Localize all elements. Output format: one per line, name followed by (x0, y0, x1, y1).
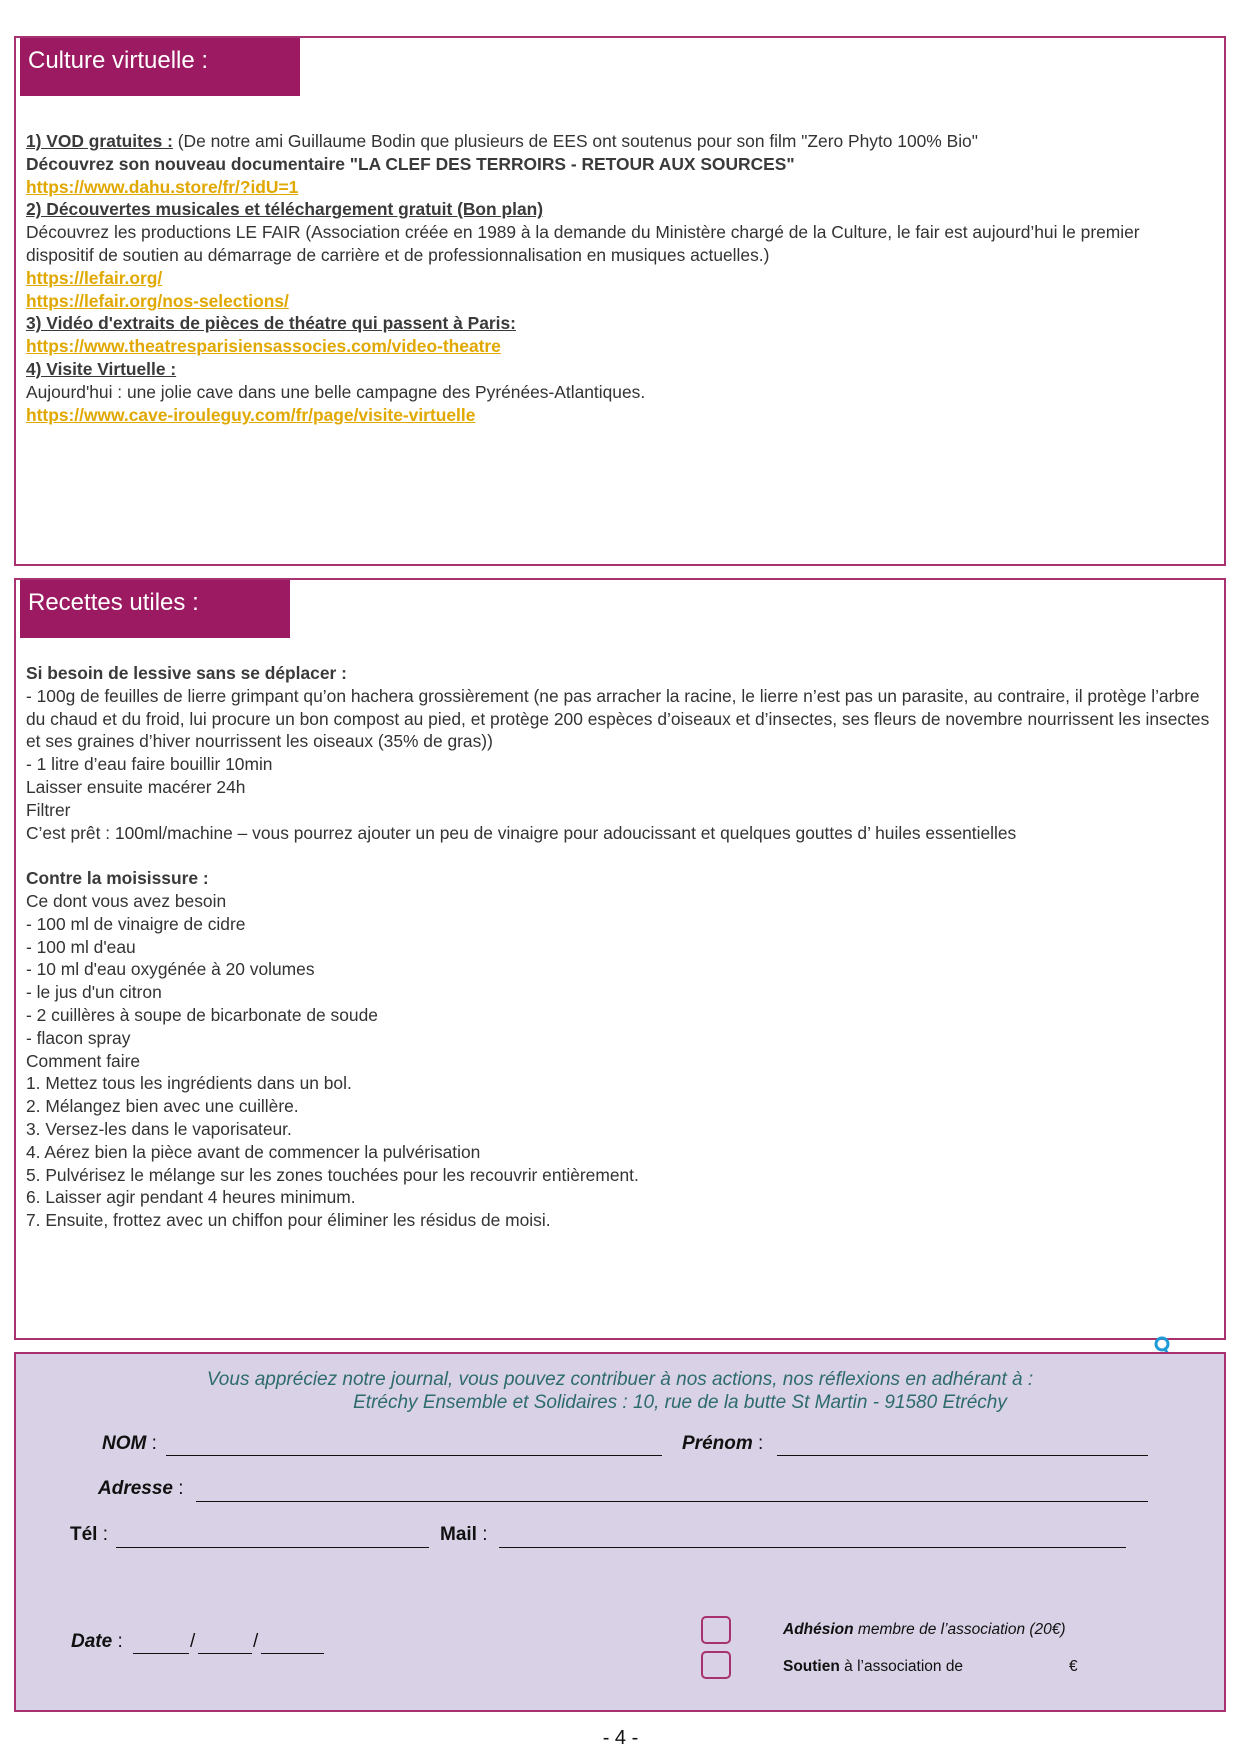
nom-label-wrap: NOM : (102, 1433, 157, 1454)
lessive-heading: Si besoin de lessive sans se déplacer : (26, 663, 347, 683)
tel-label-wrap: Tél : (70, 1524, 109, 1545)
adhesion-checkbox[interactable] (701, 1616, 731, 1644)
lessive-step-filtrer: Filtrer (26, 799, 71, 820)
moisi-line: - le jus d'un citron (26, 982, 162, 1003)
tel-label: Tél (70, 1524, 98, 1545)
music-heading: 2) Découvertes musicales et téléchargement gratuit (Bon plan) (26, 199, 544, 220)
moisi-line: Comment faire (26, 1050, 141, 1071)
prenom-label: Prénom (682, 1433, 753, 1454)
lessive-step-macerer: Laisser ensuite macérer 24h (26, 776, 246, 797)
vod-documentary: Découvrez son nouveau documentaire "LA CLEF DES TERROIRS - RETOUR AUX SOURCES" (26, 153, 795, 174)
date-label-wrap: Date : (71, 1631, 123, 1652)
vod-heading: 1) VOD gratuites : (26, 131, 173, 151)
membership-form (14, 1352, 1226, 1712)
music-text: Découvrez les productions LE FAIR (Association créée en 1989 à la demande du Ministère chargé de la Culture, le fair est aujourd’hui le premier dispositif de soutien au démarrage de carrière et de professionnalisation en musiques actuelles.) (26, 222, 1140, 265)
recettes-content (26, 662, 1212, 1232)
moisi-line: - 2 cuillères à soupe de bicarbonate de soude (26, 1004, 378, 1025)
mail-field[interactable] (499, 1547, 1126, 1548)
soutien-checkbox[interactable] (701, 1651, 731, 1679)
mail-label: Mail (440, 1524, 477, 1545)
page-number: - 4 - (602, 1727, 639, 1749)
date-slash-2: / (253, 1631, 259, 1652)
adresse-field[interactable] (196, 1501, 1148, 1502)
prenom-field[interactable] (777, 1455, 1148, 1456)
adhesion-label: Adhésion membre de l’association (20€) (783, 1621, 1066, 1638)
visit-heading: 4) Visite Virtuelle : (26, 358, 177, 379)
moisi-line: - flacon spray (26, 1027, 131, 1048)
form-intro-address: Etréchy Ensemble et Solidaires : 10, rue de la butte St Martin - 91580 Etréchy (353, 1392, 1007, 1413)
date-label: Date (71, 1631, 113, 1652)
moisi-line: 7. Ensuite, frottez avec un chiffon pour éliminer les résidus de moisi. (26, 1210, 551, 1231)
recettes-header: Recettes utiles : (20, 580, 290, 638)
date-slash-1: / (190, 1631, 196, 1652)
moisi-line: 5. Pulvérisez le mélange sur les zones touchées pour les recouvrir entièrement. (26, 1164, 639, 1185)
prenom-label-wrap: Prénom : (682, 1433, 764, 1454)
culture-content (26, 130, 1212, 426)
moisi-line: 6. Laisser agir pendant 4 heures minimum. (26, 1187, 356, 1208)
date-day-field[interactable] (133, 1653, 189, 1654)
moisi-heading: Contre la moisissure : (26, 868, 209, 889)
moisi-line: 3. Versez-les dans le vaporisateur. (26, 1118, 292, 1139)
moisi-line: Ce dont vous avez besoin (26, 890, 227, 911)
lessive-ingredient-eau: - 1 litre d’eau faire bouillir 10min (26, 754, 273, 775)
tel-field[interactable] (116, 1547, 429, 1548)
nom-field[interactable] (166, 1455, 662, 1456)
vod-link[interactable]: https://www.dahu.store/fr/?idU=1 (26, 176, 299, 197)
visit-link[interactable]: https://www.cave-irouleguy.com/fr/page/visite-virtuelle (26, 404, 476, 425)
date-month-field[interactable] (198, 1653, 252, 1654)
vod-text: (De notre ami Guillaume Bodin que plusieurs de EES ont soutenus pour son film "Zero Phyto 100% Bio" (172, 131, 978, 151)
lefair-link[interactable]: https://lefair.org/ (26, 267, 163, 288)
moisi-line: - 100 ml de vinaigre de cidre (26, 913, 246, 934)
mail-label-wrap: Mail : (440, 1524, 488, 1545)
lefair-selections-link[interactable]: https://lefair.org/nos-selections/ (26, 290, 289, 311)
adresse-label: Adresse (98, 1478, 173, 1499)
adresse-label-wrap: Adresse : (98, 1478, 184, 1499)
lessive-step-pret: C’est prêt : 100ml/machine – vous pourrez ajouter un peu de vinaigre pour adoucissant et quelques gouttes d’ huiles essentielles (26, 822, 1017, 843)
moisi-line: 2. Mélangez bien avec une cuillère. (26, 1096, 299, 1117)
form-intro-line1: Vous appréciez notre journal, vous pouvez contribuer à nos actions, nos réflexions en adhérant à : (206, 1369, 1034, 1390)
visit-text: Aujourd'hui : une jolie cave dans une belle campagne des Pyrénées-Atlantiques. (26, 381, 646, 402)
moisi-line: - 10 ml d'eau oxygénée à 20 volumes (26, 959, 315, 980)
culture-section (14, 36, 1226, 566)
lessive-ingredient-lierre: - 100g de feuilles de lierre grimpant qu’on hachera grossièrement (ne pas arracher la racine, le lierre n’est pas un parasite, au contraire, il protège l’arbre du chaud et du froid, lui procure un bon compost au pied, et protège 200 espèces d’oiseaux et d’insectes, ses fleurs de novembre nourrissent les insectes et ses graines d’hiver nourrissent les oiseaux (35% de gras)) (26, 685, 1210, 752)
moisi-line: 1. Mettez tous les ingrédients dans un bol. (26, 1073, 352, 1094)
moisi-line: - 100 ml d'eau (26, 936, 136, 957)
nom-label: NOM (102, 1433, 147, 1454)
theatre-link[interactable]: https://www.theatresparisiensassocies.com/video-theatre (26, 336, 501, 357)
soutien-label: Soutien à l’association de (783, 1658, 964, 1675)
moisi-line: 4. Aérez bien la pièce avant de commencer la pulvérisation (26, 1141, 481, 1162)
culture-header: Culture virtuelle : (20, 38, 300, 96)
recettes-section (14, 578, 1226, 1340)
moisi-list (26, 890, 1212, 1232)
theatre-heading: 3) Vidéo d'extraits de pièces de théatre qui passent à Paris: (26, 313, 516, 334)
date-year-field[interactable] (261, 1653, 324, 1654)
soutien-euro: € (1069, 1658, 1078, 1675)
